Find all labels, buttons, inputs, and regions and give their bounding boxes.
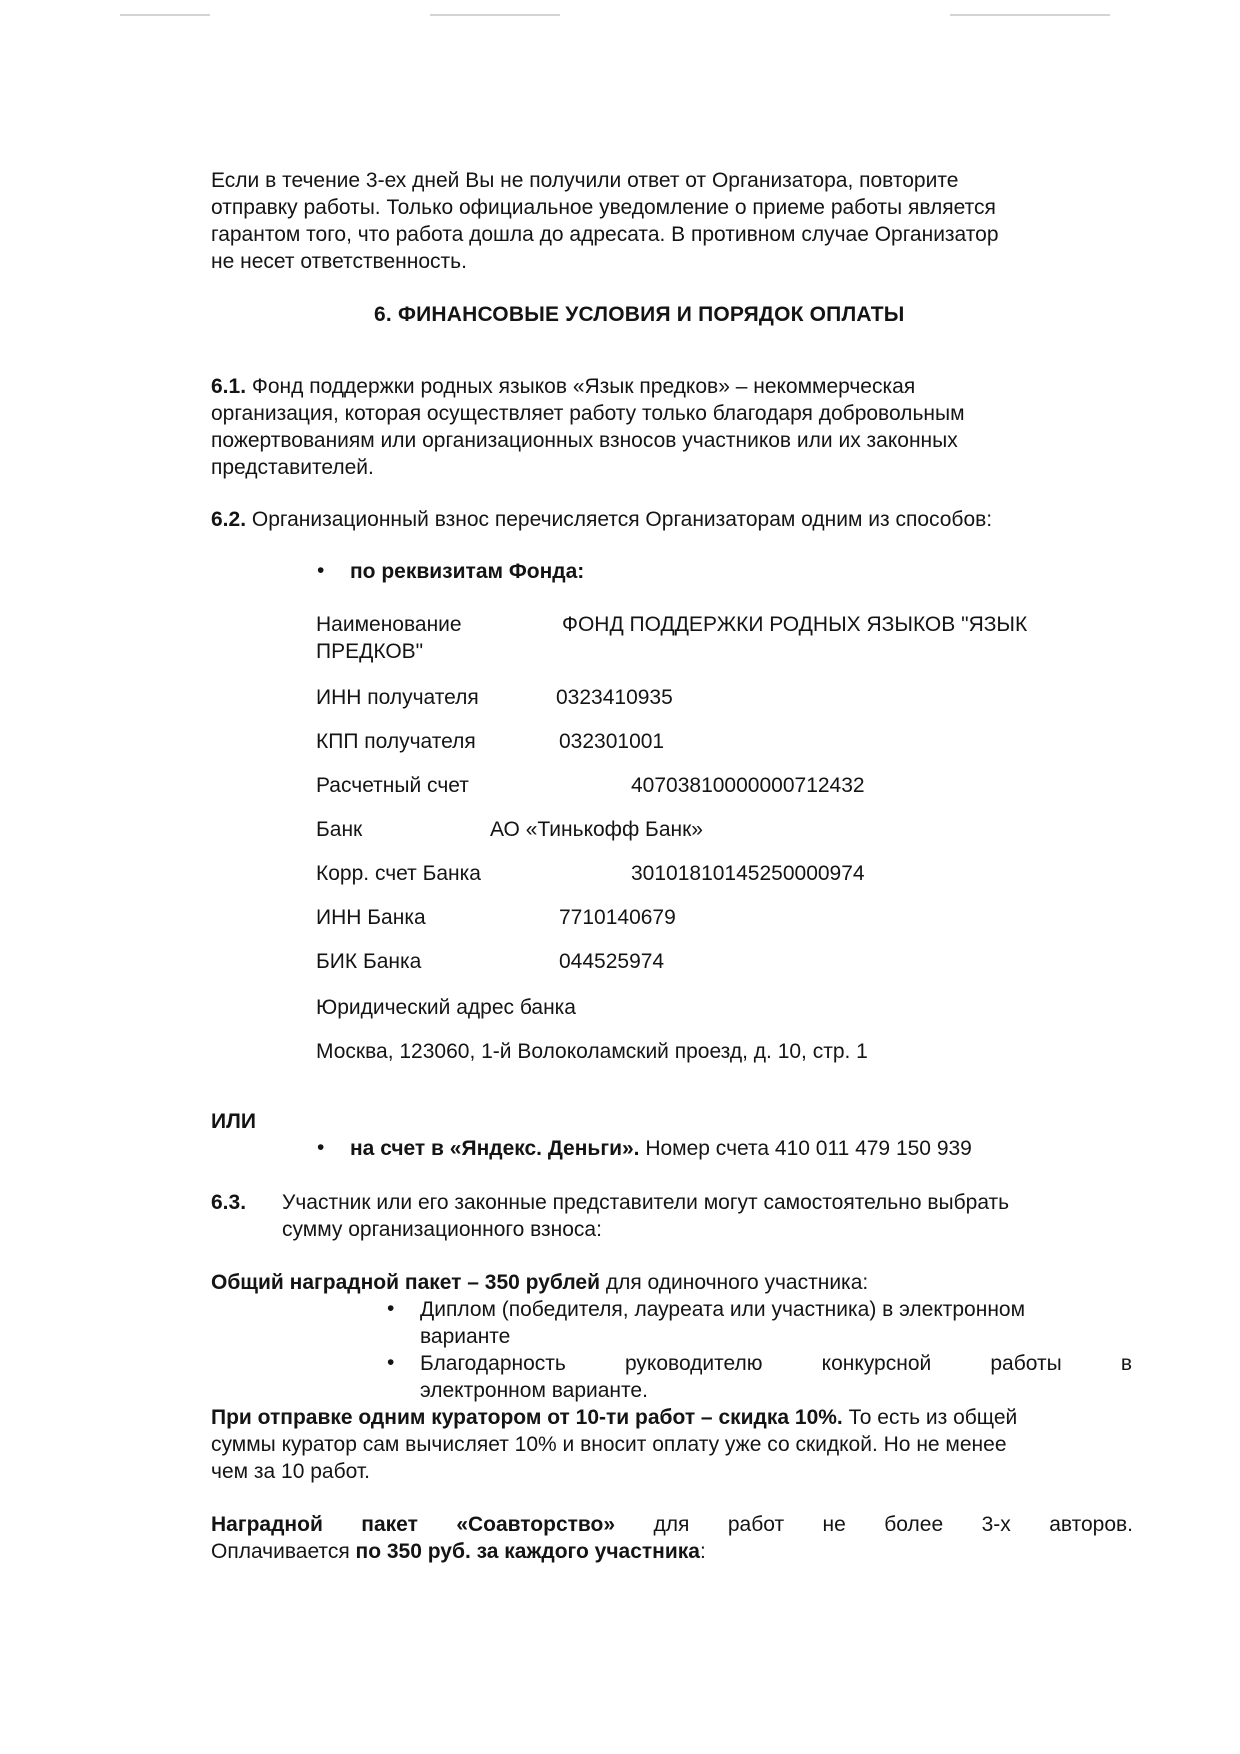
package-item-line: варианте [420, 1325, 511, 1348]
clause-line: пожертвованиям или организационных взносов участников или их законных [211, 429, 958, 452]
clause-line: сумму организационного взноса: [282, 1218, 602, 1241]
bullet-bold-text: на счет в «Яндекс. Деньги». [350, 1137, 640, 1160]
bullet-icon: • [387, 1297, 395, 1320]
requisite-label: КПП получателя [316, 730, 476, 753]
coauthor-text: : [699, 1540, 706, 1563]
requisite-label: Наименование [316, 613, 462, 636]
requisite-value: 7710140679 [559, 906, 676, 929]
bullet-icon: • [317, 559, 325, 582]
coauthor-line [211, 1538, 706, 1565]
intro-line: Если в течение 3-ех дней Вы не получили ответ от Организатора, повторите [211, 169, 959, 192]
discount-line: чем за 10 работ. [211, 1460, 370, 1483]
requisite-label: Банк [316, 818, 363, 841]
requisite-value: 0323410935 [556, 686, 673, 709]
requisite-value: 40703810000000712432 [631, 774, 865, 797]
requisite-value: Москва, 123060, 1-й Волоколамский проезд, д. 10, стр. 1 [316, 1040, 868, 1063]
coauthor-bold: по 350 руб. за каждого участника [355, 1540, 700, 1563]
requisite-label: ИНН Банка [316, 906, 426, 929]
requisite-label: Юридический адрес банка [316, 996, 576, 1019]
bullet-icon: • [317, 1136, 325, 1159]
coauthor-text: Оплачивается [211, 1540, 356, 1563]
requisite-value: ФОНД ПОДДЕРЖКИ РОДНЫХ ЯЗЫКОВ "ЯЗЫК [562, 613, 1028, 636]
clause-number: 6.2. [211, 508, 247, 531]
requisite-label: ИНН получателя [316, 686, 479, 709]
coauthor-text: для работ не более 3-х авторов. [615, 1513, 1133, 1536]
scan-artifact [120, 14, 210, 16]
intro-line: отправку работы. Только официальное уведомление о приеме работы является [211, 196, 996, 219]
clause-number: 6.1. [211, 375, 247, 398]
or-label: ИЛИ [211, 1110, 256, 1133]
package-item-line: Диплом (победителя, лауреата или участника) в электронном [420, 1298, 1026, 1321]
general-package-text: для одиночного участника: [600, 1271, 869, 1294]
coauthor-text [211, 1513, 1133, 1536]
clause-line: представителей. [211, 456, 374, 479]
requisite-value: ПРЕДКОВ" [316, 640, 424, 663]
requisite-value: 044525974 [559, 950, 665, 973]
clause-line: Участник или его законные представители могут самостоятельно выбрать [282, 1191, 1010, 1214]
clause-text: Фонд поддержки родных языков «Язык предков» – некоммерческая [251, 375, 916, 398]
general-package-bold: Общий наградной пакет – 350 рублей [211, 1271, 600, 1294]
intro-line: гарантом того, что работа дошла до адресата. В противном случае Организатор [211, 223, 999, 246]
scan-artifact [430, 14, 560, 16]
discount-bold: При отправке одним куратором от 10-ти работ – скидка 10%. [211, 1406, 843, 1429]
package-item-line: электронном варианте. [420, 1379, 648, 1402]
clause-6-2 [211, 506, 992, 533]
coauthor-bold: Наградной пакет «Соавторство» [211, 1513, 616, 1536]
requisite-value: 032301001 [559, 730, 665, 753]
package-item-line: Благодарность руководителю конкурсной работы в [420, 1352, 1132, 1375]
requisite-label: Корр. счет Банка [316, 862, 481, 885]
bullet-fund-requisites: по реквизитам Фонда: [350, 560, 585, 583]
requisite-value: 30101810145250000974 [631, 862, 865, 885]
clause-line [211, 373, 915, 400]
clause-line: организация, которая осуществляет работу только благодаря добровольным [211, 402, 965, 425]
bullet-icon: • [387, 1351, 395, 1374]
discount-line: суммы куратор сам вычисляет 10% и вносит оплату уже со скидкой. Но не менее [211, 1433, 1007, 1456]
general-package-heading [211, 1269, 868, 1296]
requisite-label: БИК Банка [316, 950, 422, 973]
discount-text: То есть из общей [842, 1406, 1018, 1429]
bullet-yandex-money [350, 1135, 972, 1162]
bullet-text: Номер счета 410 011 479 150 939 [639, 1137, 972, 1160]
discount-line [211, 1404, 1017, 1431]
clause-text: Организационный взнос перечисляется Организаторам одним из способов: [251, 508, 993, 531]
scan-artifact [950, 14, 1110, 16]
intro-line: не несет ответственность. [211, 250, 467, 273]
section-heading: 6. ФИНАНСОВЫЕ УСЛОВИЯ И ПОРЯДОК ОПЛАТЫ [374, 303, 905, 326]
coauthor-line [211, 1511, 1133, 1538]
clause-number: 6.3. [211, 1191, 247, 1214]
requisite-value: АО «Тинькофф Банк» [490, 818, 703, 841]
requisite-label: Расчетный счет [316, 774, 469, 797]
